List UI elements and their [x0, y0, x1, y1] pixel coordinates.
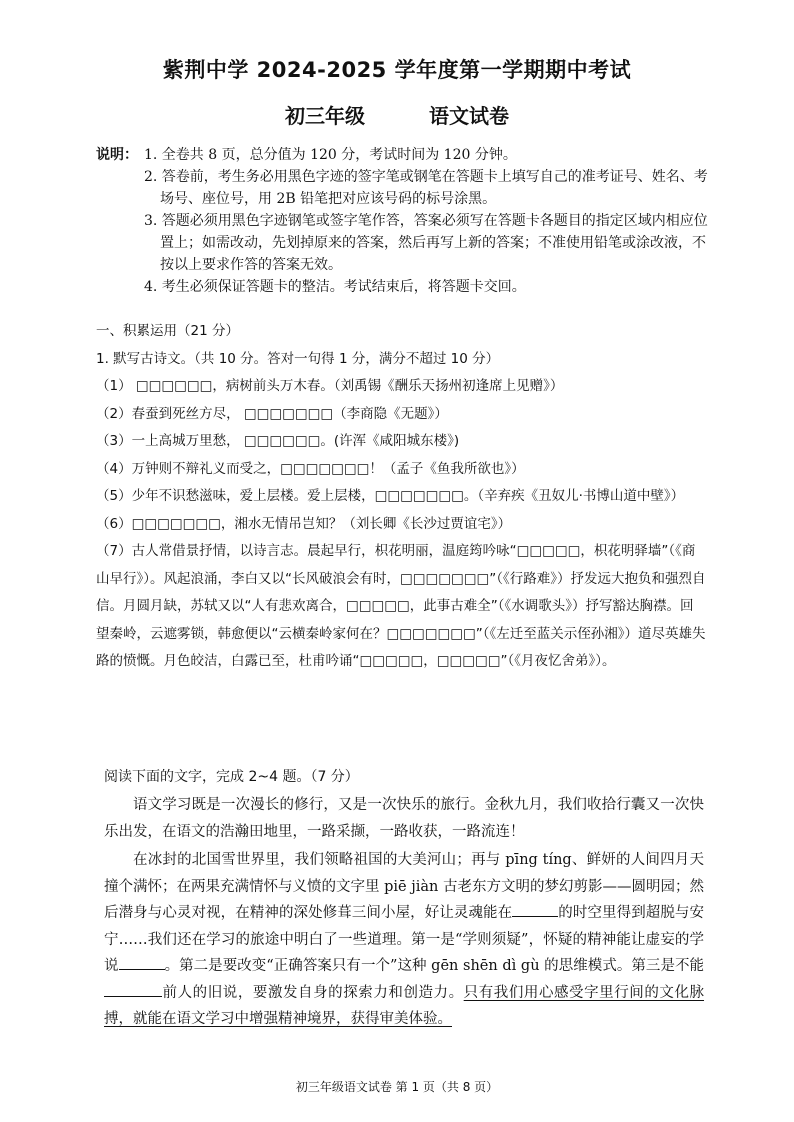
- fill-blank: [104, 982, 162, 997]
- page-footer: 初三年级语文试卷 第 1 页（共 8 页）: [295, 1080, 499, 1094]
- instruction-item: 4. 考生必须保证答题卡的整洁。考试结束后，将答题卡交回。: [144, 279, 526, 295]
- reading-heading: 阅读下面的文字，完成 2~4 题。（7 分）: [104, 769, 359, 785]
- exam-title: 紫荆中学 2024-2025 学年度第一学期期中考试: [162, 58, 632, 82]
- question-1-item: （4）万钟则不辩礼义而受之，□□□□□□□！（孟子《鱼我所欲也》）: [96, 460, 525, 477]
- section-accumulation: [96, 318, 706, 676]
- instructions-lead: 说明：: [96, 147, 138, 163]
- instructions-block: [96, 144, 716, 298]
- question-1-item: （1） □□□□□□，病树前头万木春。（刘禹锡《酬乐天扬州初逢席上见赠》）: [96, 378, 564, 394]
- paragraph-text: 的时空里得到超脱与安宁……我们还在学习的旅途中明白了一些道理。第一是“学则须疑”，怀疑的精神能让虚妄的学说: [104, 905, 705, 974]
- fill-blank: [512, 902, 558, 917]
- underlined-sentence: 只有我们用心感受字里行间的文化脉搏，就能在语文学习中增强精神境界，获得审美体验。: [104, 984, 705, 1027]
- paragraph-text: 在冰封的北国雪世界里，我们领略祖国的大美河山；再与 pīng tíng、鲜妍的人间四月天撞个满怀；在两果充满情怀与义愤的文字里 piē jiàn 古老东方文明的梦幻剪影——圆明园；然后潜身与心灵对视，在精神的深处修葺三间小屋，好让灵魂能在: [104, 852, 704, 921]
- instruction-item: 3. 答题必须用黑色字迹钢笔或签字笔作答，答案必须写在答题卡各题目的指定区域内相应位置上；如需改动，先划掉原来的答案，然后再写上新的答案；不准使用铅笔或涂改液，不按以上要求作答的答案无效。: [144, 213, 708, 273]
- section-heading: 一、积累运用（21 分）: [96, 323, 239, 339]
- reading-paragraph-1: 语文学习既是一次漫长的修行，又是一次快乐的旅行。金秋九月，我们收拾行囊又一次快乐出发，在语文的浩瀚田地里，一路采撷，一路收获，一路流连！: [104, 797, 704, 840]
- fill-blank: [119, 955, 165, 970]
- grade-label: 初三年级: [285, 104, 365, 128]
- subject-label: 语文试卷: [429, 104, 509, 128]
- paragraph-text: 前人的旧说，要激发自身的探索力和创造力。: [162, 984, 464, 1001]
- paragraph-text: 。第二是要改变“正确答案只有一个”这种 gēn shēn dì gù 的思维模式。第三是不能: [164, 958, 705, 974]
- question-1-item: （2）春蚕到死丝方尽， □□□□□□□（李商隐《无题》）: [96, 405, 448, 422]
- instruction-item: 2. 答卷前，考生务必用黑色字迹的签字笔或钢笔在答题卡上填写自己的准考证号、姓名、考场号、座位号，用 2B 铅笔把对应该号码的标号涂黑。: [144, 169, 708, 207]
- reading-paragraph-2: [104, 847, 704, 1033]
- question-1-item: （6）□□□□□□□，湘水无情吊岂知？（刘长卿《长沙过贾谊宅》）: [96, 515, 512, 532]
- question-1-intro: 1. 默写古诗文。（共 10 分。答对一句得 1 分，满分不超过 10 分）: [96, 350, 500, 367]
- question-1-item: （3）一上高城万里愁， □□□□□□。(许浑《咸阳城东楼》): [96, 433, 460, 449]
- question-1-item: （7）古人常借景抒情，以诗言志。晨起早行，枳花明丽，温庭筠吟咏“□□□□□，枳花明驿墙”（《商山早行》）。风起浪涌，李白又以“长风破浪会有时，□□□□□□□”（《行路难》）抒发远大抱负和强烈自信。月圆月缺，苏轼又以“人有悲欢离合，□□□□□，此事古难全”（《水调歌头》）抒写豁达胸襟。回望秦岭，云遮雾锁，韩愈便以“云横秦岭家何在？□□□□□□□”（《左迁至蓝关示侄孙湘》）道尽英雄失路的愤慨。月色皎洁，白露已至，杜甫吟诵“□□□□□，□□□□□”（《月夜忆舍弟》）。: [96, 543, 706, 669]
- reading-section: [104, 766, 704, 1033]
- question-1-item: （5）少年不识愁滋味，爱上层楼。爱上层楼，□□□□□□□。（辛弃疾《丑奴儿·书博山道中壁》）: [96, 488, 685, 504]
- instruction-item: 1. 全卷共 8 页，总分值为 120 分，考试时间为 120 分钟。: [144, 147, 517, 163]
- exam-subtitle: [0, 100, 794, 129]
